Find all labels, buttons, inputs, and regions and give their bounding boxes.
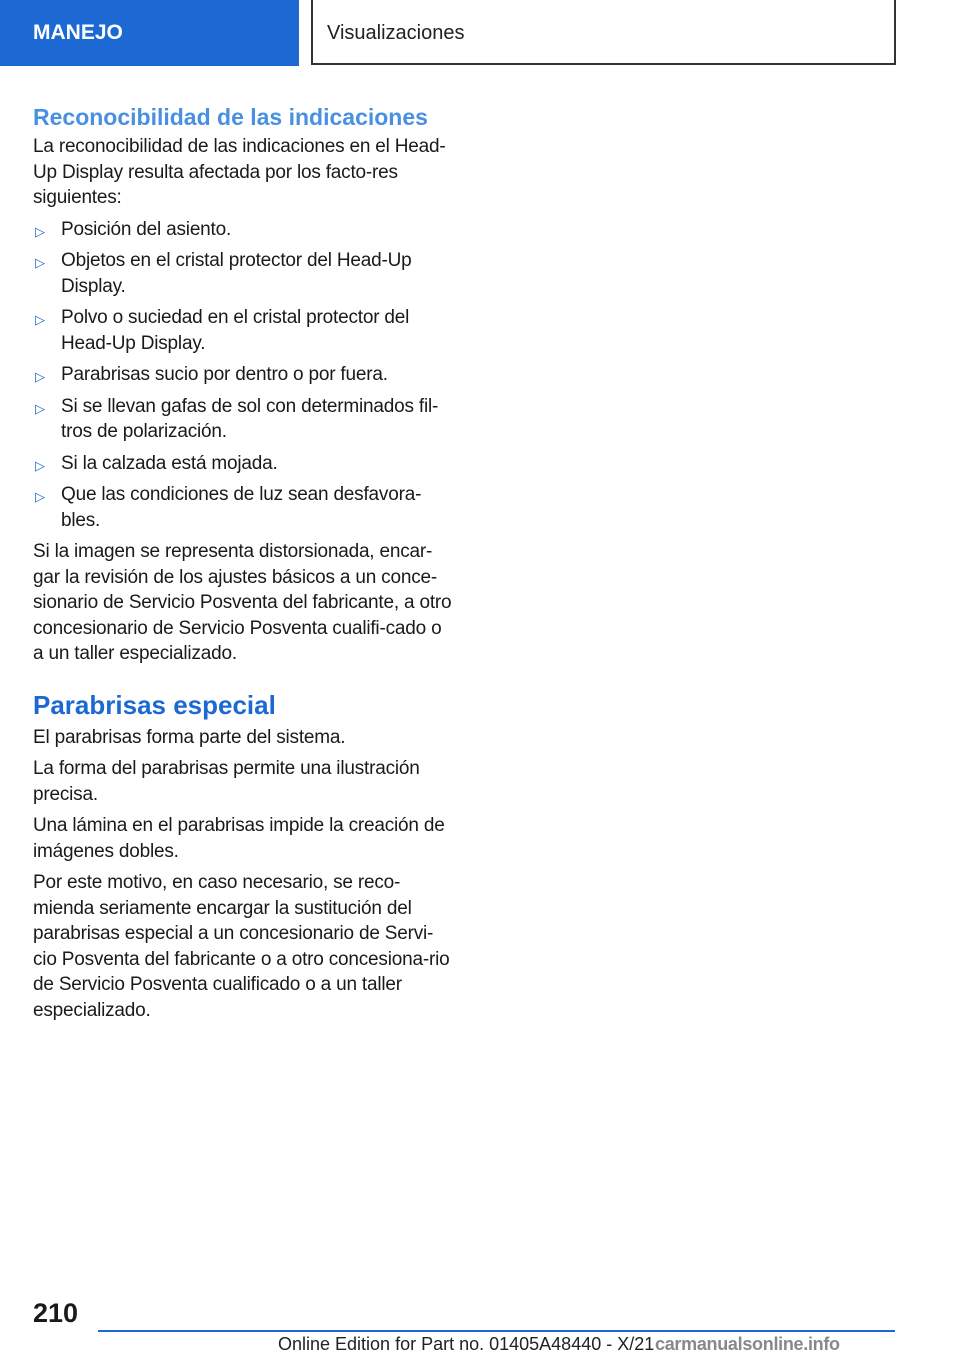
list-item: ▷ Si la calzada está mojada. — [33, 451, 453, 477]
section-tab: MANEJO — [0, 0, 299, 66]
paragraph-intro: La reconocibilidad de las indicaciones en el Head-Up Display resulta afectada por los facto-res siguientes: — [33, 136, 446, 208]
triangle-bullet-icon: ▷ — [35, 400, 45, 416]
factors-list — [33, 217, 453, 534]
triangle-bullet-icon: ▷ — [35, 489, 45, 504]
paragraph: La forma del parabrisas permite una ilustración precisa. — [33, 758, 420, 805]
triangle-bullet-icon: ▷ — [35, 223, 45, 239]
edition-text: Online Edition for Part no. 01405A48440 - X/21 — [278, 1334, 655, 1354]
triangle-bullet-icon: ▷ — [35, 312, 45, 327]
chapter-title: Visualizaciones — [311, 0, 896, 65]
list-item: ▷ Que las condiciones de luz sean desfavora-bles. — [35, 484, 422, 531]
triangle-bullet-icon: ▷ — [35, 457, 45, 473]
page-footer — [0, 1290, 960, 1362]
triangle-bullet-icon: ▷ — [35, 369, 45, 384]
section-heading-special-windshield: Parabrisas especial — [33, 689, 276, 720]
section-heading-recognizability: Reconocibilidad de las indicaciones — [33, 104, 428, 130]
list-item: ▷ Objetos en el cristal protector del Head-Up Display. — [35, 250, 412, 297]
paragraph-outro: Si la imagen se representa distorsionada, encar-gar la revisión de los ajustes básicos a un conce-sionario de Servicio Posventa del fabricante, a otro concesionario de Servicio Posventa cualifi-cado o a un taller especializado. — [33, 541, 452, 664]
list-item: ▷ Si se llevan gafas de sol con determinados fil-tros de polarización. — [35, 395, 439, 442]
page-content — [33, 100, 453, 1029]
list-item: ▷ Posición del asiento. — [33, 217, 453, 243]
list-item: ▷ Parabrisas sucio por dentro o por fuera. — [33, 362, 453, 388]
page-number: 210 — [33, 1298, 79, 1328]
paragraph: Por este motivo, en caso necesario, se reco-mienda seriamente encargar la sustitución del parabrisas especial a un concesionario de Servi-cio Posventa del fabricante o a otro concesiona-rio de Servicio Posventa cualificado o a un taller especializado. — [33, 872, 450, 1021]
paragraph: El parabrisas forma parte del sistema. — [33, 726, 346, 748]
watermark-text: carmanualsonline.info — [655, 1334, 840, 1354]
footer-divider — [98, 1330, 895, 1332]
page-header — [0, 0, 960, 66]
paragraph: Una lámina en el parabrisas impide la creación de imágenes dobles. — [33, 815, 445, 862]
list-item: ▷ Polvo o suciedad en el cristal protector del Head-Up Display. — [35, 307, 410, 354]
triangle-bullet-icon: ▷ — [35, 255, 45, 270]
